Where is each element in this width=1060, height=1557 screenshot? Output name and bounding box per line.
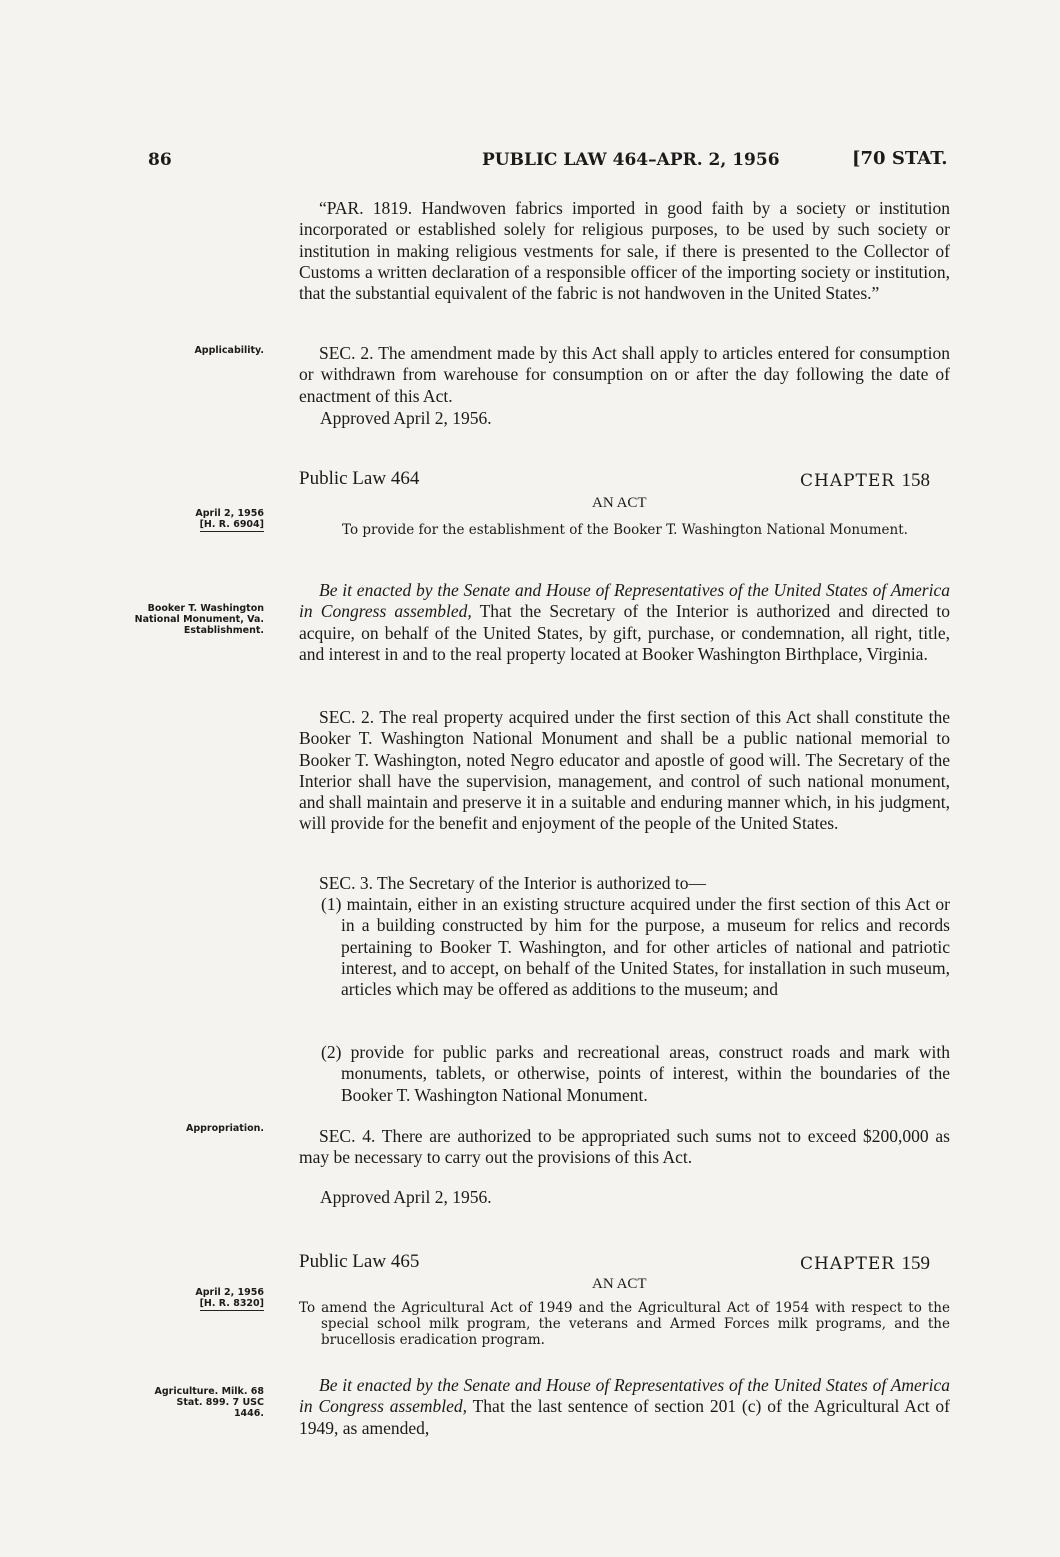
enacting-clause-italic: Be it enacted by the Senate and House of Representatives of the United States of America in Congress assembled, <box>299 580 950 622</box>
approved-date-2: Approved April 2, 1956. <box>320 1187 492 1207</box>
chapter-158-heading <box>800 470 930 492</box>
margin-note-bill-pl464 <box>200 519 264 530</box>
public-law-465-heading: Public Law 465 <box>299 1251 420 1272</box>
enacting-clause-italic: Be it enacted by the Senate and House of Representatives of the United States of America in Congress assembled, <box>299 1375 950 1417</box>
section-3-item-1: (1) maintain, either in an existing structure acquired under the first section of this Act or in a building constructed by him for the purpose, a museum for relics and records pertaining to Booker T. Washington, and for other articles of national and patriotic interest, and to accept, on behalf of the United States, for installation in such museum, articles which may be offered as additions to the museum; and <box>321 894 950 1000</box>
margin-note-agriculture: Agriculture. Milk. 68 Stat. 899. 7 USC 1446. <box>154 1386 264 1419</box>
public-law-464-heading: Public Law 464 <box>299 468 420 489</box>
chapter-number: 159 <box>901 1253 931 1274</box>
an-act-heading: AN ACT <box>592 495 647 511</box>
act-purpose-pl465: To amend the Agricultural Act of 1949 and the Agricultural Act of 1954 with respect to the special school milk program, the veterans and Armed Forces milk programs, and the brucellosis eradication program. <box>299 1300 950 1348</box>
section-4-pl464: SEC. 4. There are authorized to be appropriated such sums not to exceed $200,000 as may be necessary to carry out the provisions of this Act. <box>299 1126 950 1168</box>
margin-note-appropriation: Appropriation. <box>185 1123 264 1134</box>
stat-reference: [70 STAT. <box>852 148 948 169</box>
chapter-159-heading <box>800 1253 930 1275</box>
margin-note-bill-pl465 <box>200 1298 264 1309</box>
section-2-pl464: SEC. 2. The real property acquired under the first section of this Act shall constitute the Booker T. Washington National Monument and shall be a public national memorial to Booker T. Washington, noted Negro educator and apostle of good will. The Secretary of the Interior shall have the supervision, management, and control of such national monument, and shall maintain and preserve it in a suitable and enduring manner which, in his judgment, will provide for the benefit and enjoyment of the people of the United States. <box>299 707 950 834</box>
enacting-clause-pl465 <box>299 1375 950 1439</box>
enacting-clause-body: That the last sentence of section 201 (c) of the Agricultural Act of 1949, as amended, <box>299 1396 950 1438</box>
margin-note-applicability: Applicability. <box>194 345 264 356</box>
enacting-clause-body: That the Secretary of the Interior is authorized and directed to acquire, on behalf of the United States, by gift, purchase, or condemnation, all right, title, and interest in and to the real property located at Booker Washington Birthplace, Virginia. <box>299 601 950 664</box>
chapter-number: 158 <box>901 470 931 491</box>
page-number: 86 <box>148 150 172 170</box>
bleed-through-decoration <box>300 420 950 720</box>
chapter-word: CHAPTER <box>800 1254 896 1274</box>
act-purpose-pl464: To provide for the establishment of the Booker T. Washington National Monument. <box>342 522 908 538</box>
section-3-item-2: (2) provide for public parks and recreational areas, construct roads and mark with monuments, tablets, or otherwise, points of interest, within the boundaries of the Booker T. Washington National Monument. <box>321 1042 950 1105</box>
margin-note-booker: Booker T. Washington National Monument, Va. Establishment. <box>134 603 264 636</box>
margin-note-date-pl464: April 2, 1956 <box>195 508 264 519</box>
bill-number-label: [H. R. 8320] <box>199 1298 264 1309</box>
approved-date-1: Approved April 2, 1956. <box>320 408 492 428</box>
an-act-heading: AN ACT <box>592 1276 647 1292</box>
section-3-intro: SEC. 3. The Secretary of the Interior is authorized to— <box>319 873 706 893</box>
bill-number-label: [H. R. 6904] <box>199 519 264 530</box>
section-2-pl463: SEC. 2. The amendment made by this Act shall apply to articles entered for consumption or withdrawn from warehouse for consumption on or after the day following the date of enactment of this Act. <box>299 343 950 406</box>
margin-note-date-pl465: April 2, 1956 <box>195 1287 264 1298</box>
paragraph-1819: “PAR. 1819. Handwoven fabrics imported in good faith by a society or institution incorporated or established solely for religious purposes, to be used by such society or institution in making religious vestments for sale, if there is presented to the Collector of Customs a written declaration of a responsible officer of the importing society or institution, that the substantial equivalent of the fabric is not handwoven in the United States.” <box>299 198 950 304</box>
enacting-clause-pl464 <box>299 580 950 665</box>
running-title: PUBLIC LAW 464–APR. 2, 1956 <box>482 150 780 170</box>
chapter-word: CHAPTER <box>800 471 896 491</box>
